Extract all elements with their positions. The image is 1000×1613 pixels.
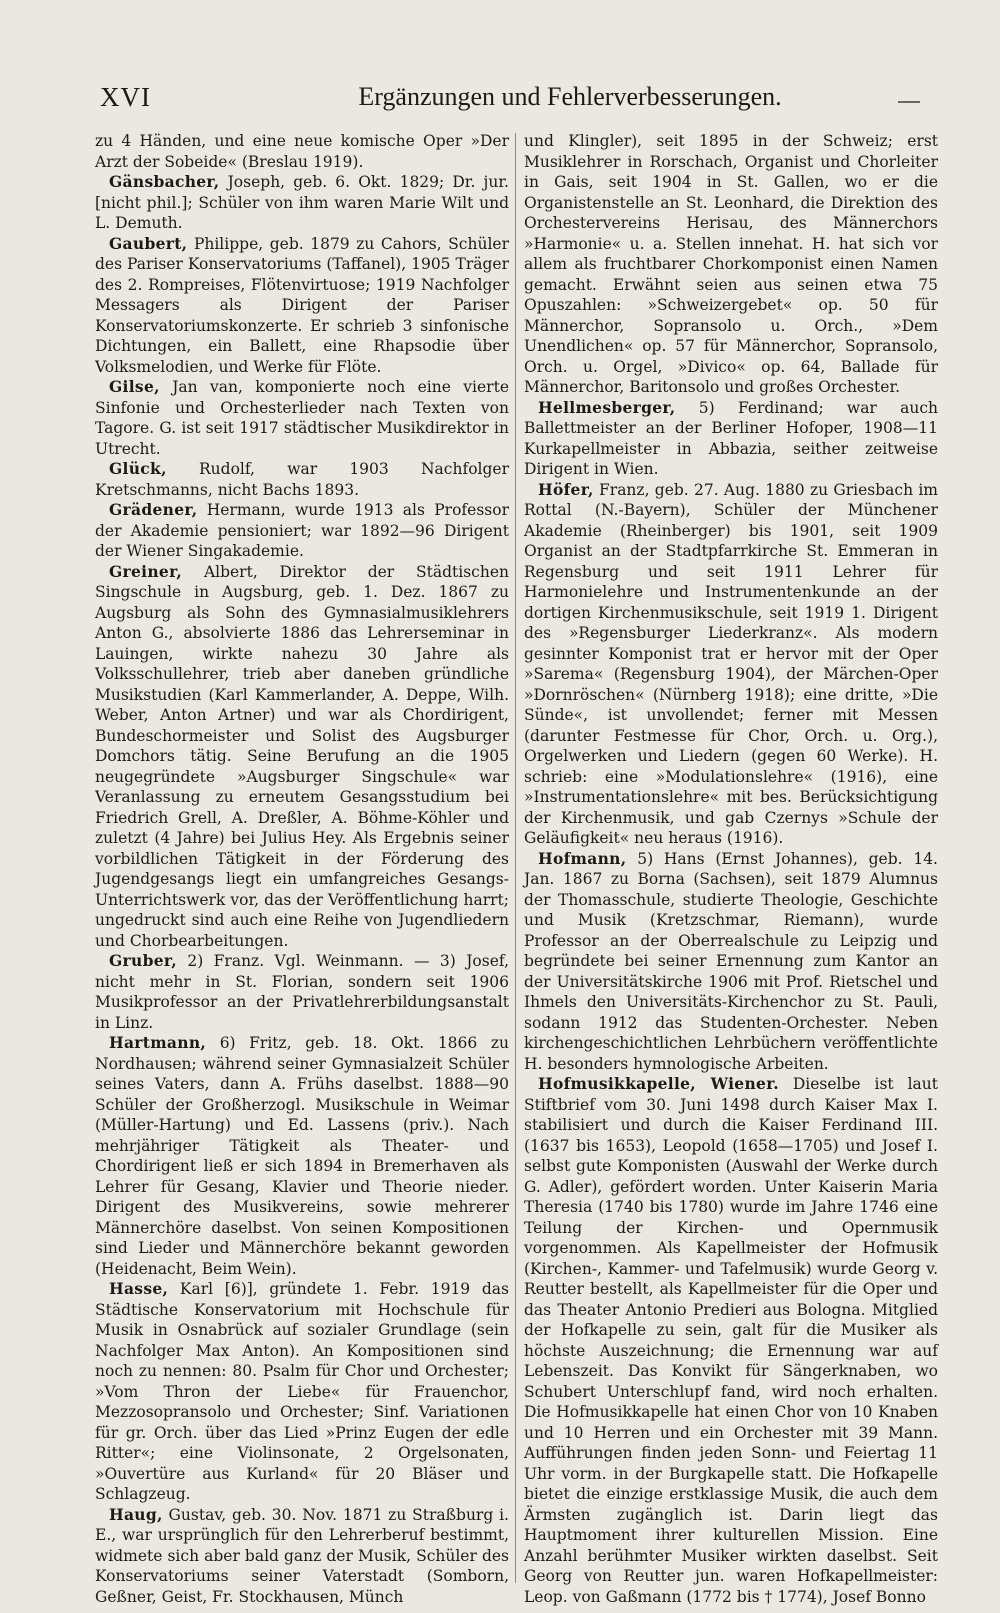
entry-hellmesberger	[524, 398, 938, 480]
entry-text: Jan van, komponierte noch eine vierte Sinfonie und Orchesterlieder nach Texten von Tagore. G. ist seit 1917 städtischer Musikdirektor in Utrecht.	[95, 378, 509, 458]
entry-headword: Hellmesberger,	[538, 397, 676, 417]
entry-hoefer	[524, 480, 938, 849]
entry-text: 5) Ferdinand; war auch Ballettmeister an der Berliner Hofoper, 1908—11 Kurkapellmeister in Abbazia, seither zeitweise Dirigent in Wien.	[524, 398, 938, 478]
entry-gaensbacher	[95, 172, 509, 234]
entry-text: Dieselbe ist laut Stiftbrief vom 30. Juni 1498 durch Kaiser Max I. stabilisiert und durch die Kaiser Ferdinand III. (1637 bis 1653), Leopold (1658—1705) und Josef I. selbst gute Komponisten (Auswahl der Werke durch G. Adler), gefördert worden. Unter Kaiserin Maria Theresia (1740 bis 1780) wurde im Jahre 1746 eine Teilung der Kirchen- und Opernmusik vorgenommen. Als Kapellmeister der Hofmusik (Kirchen-, Kammer- und Tafelmusik) wurde Georg v. Reutter bestellt, als Kapellmeister für die Oper und das Theater Antonio Predieri aus Bologna. Mitglied der Hofkapelle zu sein, galt für die Musiker als höchste Auszeichnung; die Ernennung war auf Lebenszeit. Das Konvikt für Sängerknaben, wo Schubert Unterschlupf fand, wird noch erhalten. Die Hofmusikkapelle hat einen Chor von 10 Knaben und 10 Herren und ein Orchester mit 39 Mann. Aufführungen finden jeden Sonn- und Feiertag 11 Uhr vorm. in der Burgkapelle statt. Die Hofkapelle bietet die einzige erstklassige Musik, die auch dem Ärmsten zugänglich ist. Darin liegt das Hauptmoment ihrer kulturellen Mission. Eine Anzahl berühmter Musiker wirkten daselbst. Seit Georg von Reutter jun. waren Hofkapellmeister: Leop. von Gaßmann (1772 bis † 1774), Josef Bonno	[524, 1075, 938, 1606]
entry-text: Joseph, geb. 6. Okt. 1829; Dr. jur. [nicht phil.]; Schüler von ihm waren Marie Wilt und L. Demuth.	[95, 173, 509, 232]
entry-headword: Hofmusikkapelle, Wiener.	[538, 1074, 779, 1093]
entry-headword: Hartmann,	[109, 1033, 207, 1052]
entry-gilse	[95, 377, 509, 459]
entry-text: 6) Fritz, geb. 18. Okt. 1866 zu Nordhausen; während seiner Gymnasialzeit Schüler seines Vaters, dann A. Frühs daselbst. 1888—90 Schüler der Großherzogl. Musikschule in Weimar (Müller-Hartung) und Ed. Lassens (priv.). Nach mehrjähriger Tätigkeit als Theater- und Chordirigent ließ er sich 1894 in Bremerhaven als Lehrer für Gesang, Klavier und Theorie nieder. Dirigent des Musikvereins, sowie mehrerer Männerchöre daselbst. Von seinen Kompositionen sind Lieder und Männerchöre bekannt geworden (Heidenacht, Beim Wein).	[95, 1034, 509, 1278]
entry-text: Franz, geb. 27. Aug. 1880 zu Griesbach im Rottal (N.-Bayern), Schüler der Münchener Akademie (Rheinberger) bis 1901, seit 1909 Organist an der Stadtpfarrkirche St. Emmeran in Regensburg und seit 1911 Lehrer für Harmonielehre und Instrumentenkunde an der dortigen Kirchenmusikschule, seit 1919 1. Dirigent des »Regensburger Liederkranz«. Als modern gesinnter Komponist trat er hervor mit der Oper »Sarema« (Regensburg 1904), der Märchen-Oper »Dornröschen« (Nürnberg 1918); eine dritte, »Die Sünde«, ist unvollendet; ferner mit Messen (darunter Festmesse für Chor, Orch. u. Org.), Orgelwerken und Liedern (gegen 60 Werke). H. schrieb: eine »Modulationslehre« (1916), eine »Instrumentationslehre« mit bes. Berücksichtigung der Kirchenmusik, und gab Czernys »Schule der Geläufigkeit« neu heraus (1916).	[524, 480, 938, 847]
entry-text: 5) Hans (Ernst Johannes), geb. 14. Jan. 1867 zu Borna (Sachsen), seit 1879 Alumnus der Thomasschule, studierte Theologie, Geschichte und Musik (Kretzschmar, Riemann), wurde Professor an der Oberrealschule zu Leipzig und begründete bei seiner Ernennung zum Kantor an der Universitätskirche 1906 mit Prof. Rietschel und Ihmels den Universitäts-Kirchenchor zu St. Pauli, sodann 1912 das Studenten-Orchester. Neben kirchengeschichtlichen Lehrbüchern veröffentlichte H. besonders hymnologische Arbeiten.	[524, 849, 938, 1073]
entry-text: 2) Franz. Vgl. Weinmann. — 3) Josef, nicht mehr in St. Florian, sondern seit 1906 Musikprofessor an der Privatlehrerbildungsanstalt in Linz.	[95, 952, 509, 1032]
entry-gruber	[95, 951, 509, 1033]
running-title: Ergänzungen und Fehlerverbesserungen.	[358, 82, 782, 111]
entry-headword: Hofmann,	[538, 848, 627, 868]
continuation-paragraph	[95, 131, 509, 172]
entry-hartmann	[95, 1033, 509, 1279]
entry-graedener	[95, 500, 509, 562]
entry-headword: Glück,	[109, 459, 167, 478]
header-rule-mark	[898, 101, 920, 103]
paragraph-text: und Klingler), seit 1895 in der Schweiz; erst Musiklehrer in Rorschach, Organist und Chorleiter in Gais, seit 1904 in St. Gallen, wo er die Organistenstelle an St. Leonhard, die Direktion des Orchestervereins Herisau, des Männerchors »Harmonie« u. a. Stellen innehat. H. hat sich vor allem als fruchtbarer Chorkomponist einen Namen gemacht. Erwähnt seien aus seinen etwa 75 Opuszahlen: »Schweizergebet« op. 50 für Männerchor, Sopransolo u. Orch., »Dem Unendlichen« op. 57 für Männerchor, Sopransolo, Orch. u. Orgel, »Divico« op. 64, Ballade für Männerchor, Baritonsolo und großes Orchester.	[524, 132, 938, 396]
entry-hofmann	[524, 849, 938, 1075]
entry-text: Gustav, geb. 30. Nov. 1871 zu Straßburg i. E., war ursprünglich für den Lehrerberuf bestimmt, widmete sich aber bald ganz der Musik, Schüler des Konservatoriums seiner Vaterstadt (Somborn, Geßner, Geist, Fr. Stockhausen, Münch	[95, 1505, 509, 1606]
right-column	[524, 131, 938, 1607]
entry-glueck	[95, 459, 509, 500]
entry-text: Philippe, geb. 1879 zu Cahors, Schüler des Pariser Konservatoriums (Taffanel), 1905 Träger des 2. Rompreises, Flötenvirtuose; 1919 Nachfolger Messagers als Dirigent der Pariser Konservatoriumskonzerte. Er schrieb 3 sinfonische Dichtungen, ein Ballett, eine Rhapsodie über Volksmelodien, und Werke für Flöte.	[95, 234, 509, 376]
entry-hasse	[95, 1279, 509, 1505]
entry-headword: Gänsbacher,	[109, 172, 220, 191]
entry-hofmusikkapelle	[524, 1074, 938, 1607]
entry-text: Albert, Direktor der Städtischen Singschule in Augsburg, geb. 1. Dez. 1867 zu Augsburg als Sohn des Gymnasialmusiklehrers Anton G., absolvierte 1886 das Lehrerseminar in Lauingen, wirkte nahezu 30 Jahre als Volksschullehrer, trieb aber daneben gründliche Musikstudien (Karl Kammerlander, A. Deppe, Wilh. Weber, Anton Artner) und war als Chordirigent, Bundeschormeister und Solist des Augsburger Domchors tätig. Seine Berufung an die 1905 neugegründete »Augsburger Singschule« war Veranlassung zu erneutem Gesangsstudium bei Friedrich Grell, A. Dreßler, A. Böhme-Köhler und zuletzt (4 Jahre) bei Julius Hey. Als Ergebnis seiner vorbildlichen Tätigkeit in der Förderung des Jugendgesangs liegt ein umfangreiches Gesangs-Unterrichtswerk vor, das der Veröffentlichung harrt; ungedruckt sind auch eine Reihe von Jugendliedern und Chorbearbeitungen.	[95, 562, 509, 950]
paragraph-text: zu 4 Händen, und eine neue komische Oper »Der Arzt der Sobeide« (Breslau 1919).	[95, 132, 509, 171]
page-header	[100, 82, 920, 116]
entry-headword: Höfer,	[538, 479, 594, 499]
entry-headword: Gilse,	[109, 377, 160, 396]
continuation-paragraph	[524, 131, 938, 398]
column-divider	[515, 133, 516, 1583]
entry-headword: Haug,	[109, 1504, 163, 1524]
entry-headword: Greiner,	[109, 561, 183, 581]
entry-headword: Gruber,	[109, 951, 177, 970]
entry-gaubert	[95, 234, 509, 378]
entry-headword: Gaubert,	[109, 233, 188, 253]
left-column	[95, 131, 509, 1607]
entry-haug	[95, 1505, 509, 1608]
entry-greiner	[95, 562, 509, 952]
page-number: XVI	[100, 82, 151, 112]
entry-headword: Hasse,	[109, 1279, 169, 1298]
entry-text: Rudolf, war 1903 Nachfolger Kretschmanns, nicht Bachs 1893.	[95, 460, 509, 499]
entry-text: Karl [6)], gründete 1. Febr. 1919 das Städtische Konservatorium mit Hochschule für Musik in Osnabrück auf sozialer Grundlage (sein Nachfolger Max Anton). An Kompositionen sind noch zu nennen: 80. Psalm für Chor und Orchester; »Vom Thron der Liebe« für Frauenchor, Mezzosopransolo und Orchester; Sinf. Variationen für gr. Orch. über das Lied »Prinz Eugen der edle Ritter«; eine Violinsonate, 2 Orgelsonaten, »Ouvertüre aus Kurland« für 20 Bläser und Schlagzeug.	[95, 1280, 509, 1503]
entry-headword: Grädener,	[109, 500, 198, 519]
entry-text: Hermann, wurde 1913 als Professor der Akademie pensioniert; war 1892—96 Dirigent der Wiener Singakademie.	[95, 501, 509, 560]
